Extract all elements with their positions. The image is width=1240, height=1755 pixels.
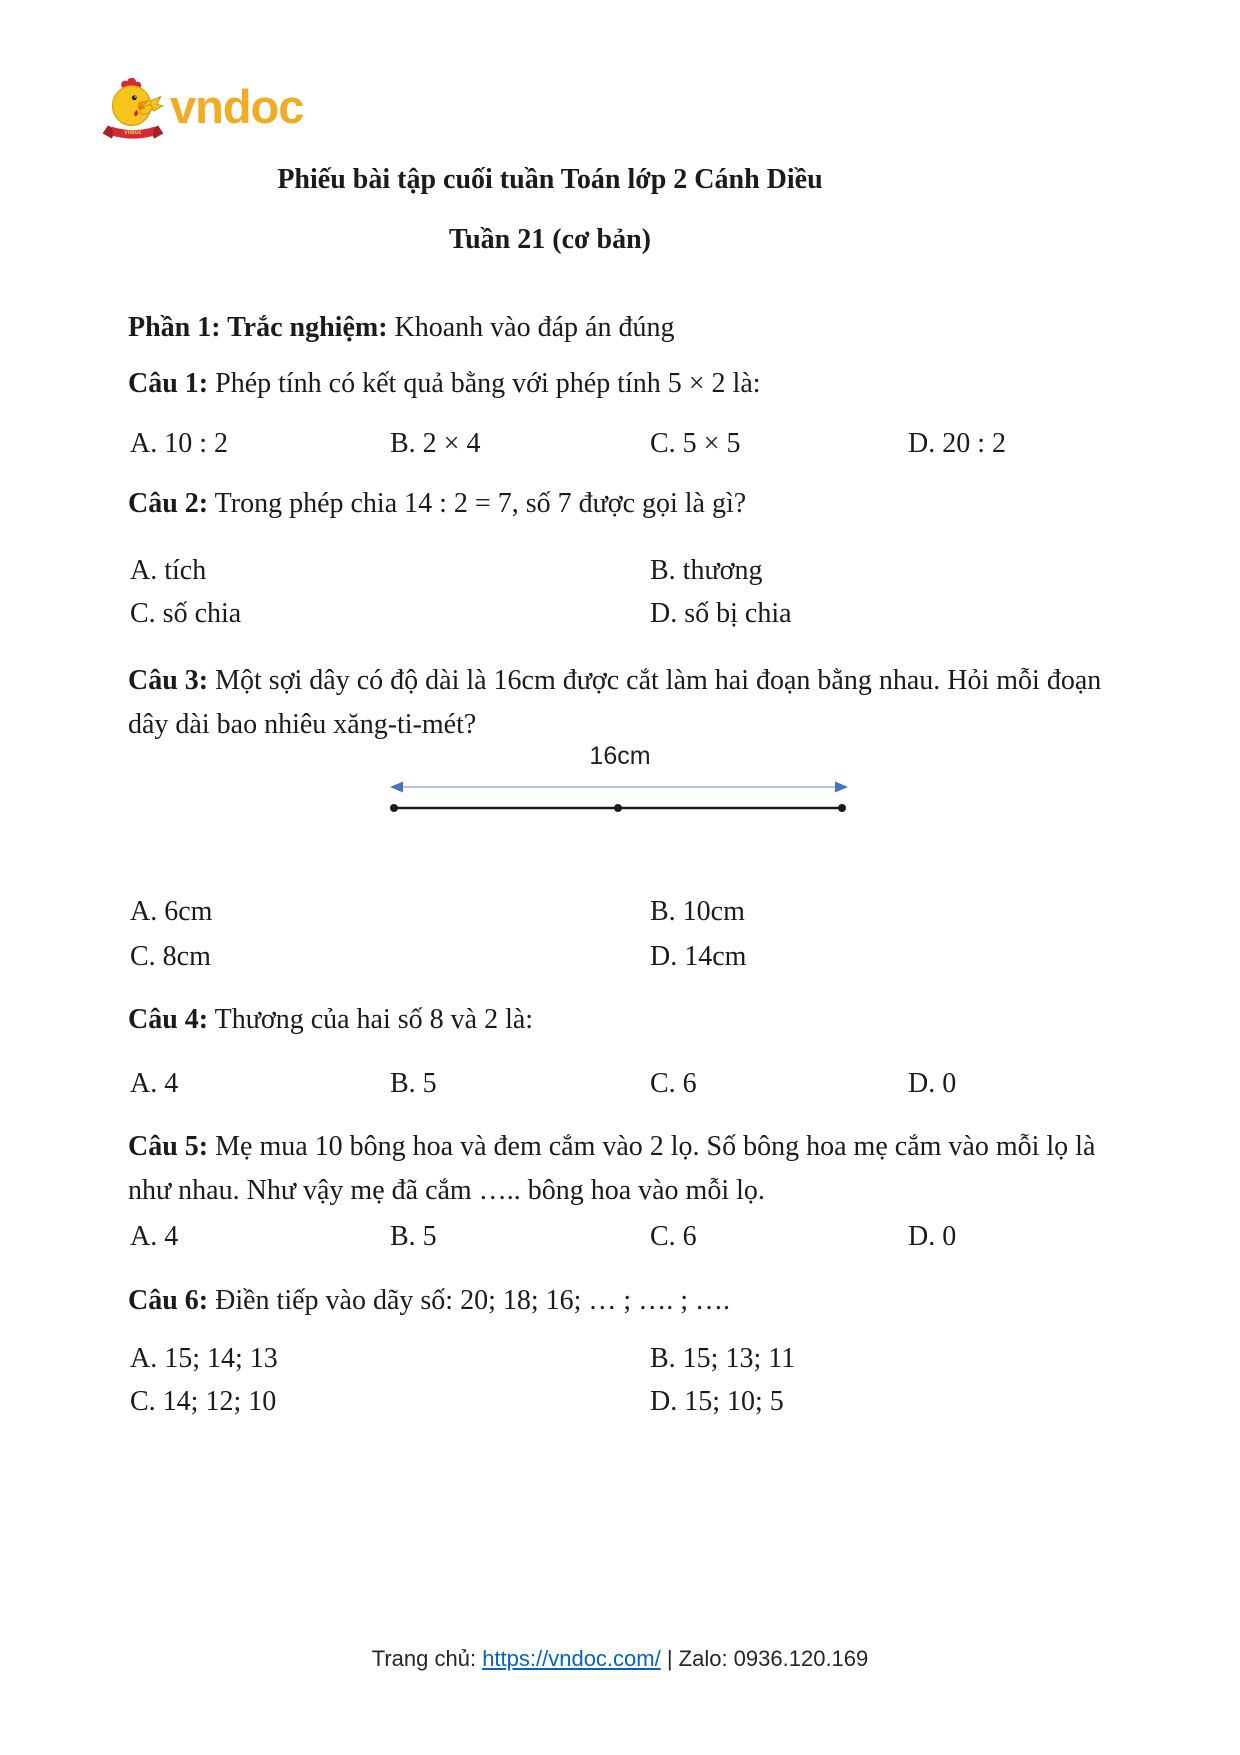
option-1-c[interactable]: C. 5 × 5 [650,428,741,459]
question-3-options-row-1 [130,890,1140,934]
option-6-c[interactable]: C. 14; 12; 10 [130,1386,277,1417]
option-2-a[interactable]: A. tích [130,555,207,586]
option-1-b[interactable]: B. 2 × 4 [390,428,481,459]
page-title: Phiếu bài tập cuối tuần Toán lớp 2 Cánh Diều [277,164,823,195]
option-3-a[interactable]: A. 6cm [130,896,213,927]
option-3-b[interactable]: B. 10cm [650,896,745,927]
option-4-a[interactable]: A. 4 [130,1068,179,1099]
question-3-label: Câu 3: [128,665,209,696]
option-5-c[interactable]: C. 6 [650,1221,697,1252]
option-2-b[interactable]: B. thương [650,555,763,586]
question-5-options [130,1215,1140,1259]
option-1-d[interactable]: D. 20 : 2 [908,428,1006,459]
option-5-d[interactable]: D. 0 [908,1221,957,1252]
question-2-options-row-1 [130,549,1140,593]
question-2-options-row-2 [130,592,1140,636]
question-3 [128,659,1122,747]
footer-home-label: Trang chủ: [371,1646,483,1671]
footer-zalo-text: | Zalo: 0936.120.169 [660,1646,869,1671]
rope-diagram [0,740,1240,835]
question-2-label: Câu 2: [128,488,209,519]
option-6-d[interactable]: D. 15; 10; 5 [650,1386,784,1417]
vndoc-mascot-icon [100,78,166,140]
page-subtitle: Tuần 21 (cơ bản) [449,224,651,255]
question-5 [128,1125,1122,1213]
question-6-options-row-2 [130,1380,1140,1424]
question-1-text: Phép tính có kết quả bằng với phép tính 5 × 2 là: [208,368,761,399]
question-3-text: Một sợi dây có độ dài là 16cm được cắt làm hai đoạn bằng nhau. Hỏi mỗi đoạn dây dài bao nhiêu xăng-ti-mét? [128,665,1102,740]
mascot-banner-text: vndoc [124,130,142,137]
question-4 [128,998,1122,1042]
vndoc-wordmark: vndoc [170,80,304,133]
vndoc-logo [100,78,303,140]
option-2-d[interactable]: D. số bị chia [650,598,792,629]
option-4-b[interactable]: B. 5 [390,1068,437,1099]
footer-home-link[interactable]: https://vndoc.com/ [482,1646,661,1671]
question-2-text: Trong phép chia 14 : 2 = 7, số 7 được gọi là gì? [208,488,747,519]
question-4-options [130,1062,1140,1106]
question-6-options-row-1 [130,1337,1140,1381]
option-3-c[interactable]: C. 8cm [130,941,211,972]
page-footer [0,1644,1240,1674]
question-5-label: Câu 5: [128,1131,209,1162]
option-3-d[interactable]: D. 14cm [650,941,747,972]
option-6-a[interactable]: A. 15; 14; 13 [130,1343,278,1374]
section-heading-label: Phần 1: Trắc nghiệm: [128,312,388,343]
section-instruction: Khoanh vào đáp án đúng [387,312,675,343]
option-1-a[interactable]: A. 10 : 2 [130,428,228,459]
question-1-options [130,422,1140,466]
question-4-text: Thương của hai số 8 và 2 là: [208,1004,534,1035]
question-3-options-row-2 [130,935,1140,979]
question-6-label: Câu 6: [128,1285,209,1316]
question-1 [128,362,1122,406]
option-5-b[interactable]: B. 5 [390,1221,437,1252]
option-2-c[interactable]: C. số chia [130,598,242,629]
question-6 [128,1279,1122,1323]
rope-length-label: 16cm [589,742,651,770]
question-4-label: Câu 4: [128,1004,209,1035]
section-heading [128,306,1122,350]
question-2 [128,482,1122,526]
rope-measure-drawing [388,778,850,820]
question-1-label: Câu 1: [128,368,209,399]
question-5-text: Mẹ mua 10 bông hoa và đem cắm vào 2 lọ. Số bông hoa mẹ cắm vào mỗi lọ là như nhau. Như vậy mẹ đã cắm ….. bông hoa vào mỗi lọ. [128,1131,1096,1206]
option-5-a[interactable]: A. 4 [130,1221,179,1252]
option-4-c[interactable]: C. 6 [650,1068,697,1099]
option-4-d[interactable]: D. 0 [908,1068,957,1099]
question-6-text: Điền tiếp vào dãy số: 20; 18; 16; … ; …. ; …. [208,1285,730,1316]
option-6-b[interactable]: B. 15; 13; 11 [650,1343,796,1374]
